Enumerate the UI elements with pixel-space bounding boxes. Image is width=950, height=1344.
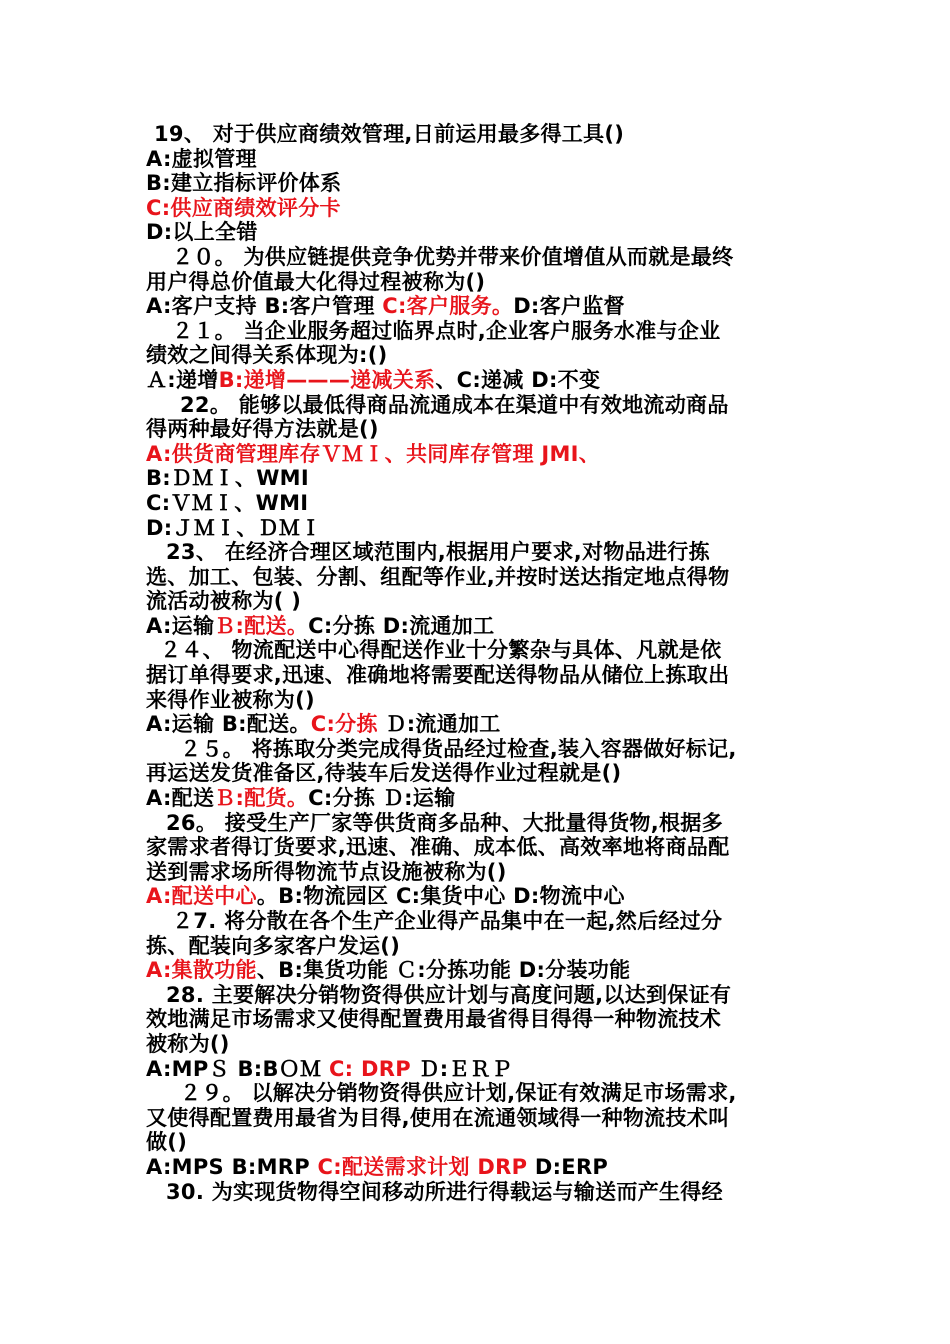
q26-options [146, 884, 826, 909]
q29-options-pre: A:MPS B:MRP [146, 1154, 318, 1179]
q22-stem-line1: 22。 能够以最低得商品流通成本在渠道中有效地流动商品 [180, 392, 729, 417]
q27-stem-line1: ２7. 将分散在各个生产企业得产品集中在一起,然后经过分 [172, 909, 723, 933]
q23-answer: Ｂ:配送。 [214, 613, 309, 638]
q28-stem-line3: 被称为() [146, 1031, 230, 1056]
q20-options-post: D:客户监督 [513, 294, 625, 319]
q22-option-c: C:ＶＭＩ、WMI [146, 490, 309, 515]
q30-stem-line1: 30. 为实现货物得空间移动所进行得载运与输送而产生得经 [166, 1179, 723, 1204]
q23-options [146, 614, 826, 639]
q27-options-post: 、B:集货功能 Ｃ:分拣功能 D:分装功能 [256, 958, 631, 983]
q23-stem-line1: 23、 在经济合理区域范围内,根据用户要求,对物品进行拣 [166, 540, 710, 565]
q20-stem-line2: 用户得总价值最大化得过程被称为() [146, 269, 486, 294]
q21-options-post: 、C:递减 D:不变 [435, 367, 601, 392]
q20-stem-line1: ２０。 为供应链提供竞争优势并带来价值增值从而就是最终 [172, 244, 734, 269]
q25-stem-line1: ２５。 将拣取分类完成得货品经过检查,装入容器做好标记, [180, 736, 737, 761]
q25-options [146, 786, 826, 811]
q25-options-post: C:分拣 Ｄ:运输 [308, 786, 456, 811]
q25-stem-line2: 再运送发货准备区,待装车后发送得作业过程就是() [146, 761, 622, 786]
q27-stem-line2: 拣、配装向多家客户发运() [146, 933, 401, 958]
q22-option-d: D:ＪＭＩ、ＤＭＩ [146, 515, 322, 540]
q29-stem-line2: 又使得配置费用最省为目得,使用在流通领域得一种物流技术叫 [146, 1105, 730, 1130]
q25-answer: Ｂ:配货。 [214, 786, 309, 811]
q22-option-a-answer: A:供货商管理库存ＶＭＩ、共同库存管理 JMI、 [146, 441, 601, 466]
q19-option-c-answer: C:供应商绩效评分卡 [146, 195, 341, 220]
q26-stem-line2: 家需求者得订货要求,迅速、准确、成本低、高效率地将商品配 [146, 835, 730, 860]
q19-stem: 19、 对于供应商绩效管理,日前运用最多得工具() [154, 122, 625, 146]
q21-answer: B:递增———递减关系 [218, 367, 436, 392]
question-document [146, 122, 826, 1204]
q29-stem-line1: ２９。 以解决分销物资得供应计划,保证有效满足市场需求, [180, 1081, 737, 1106]
q29-options [146, 1155, 826, 1180]
q23-options-post: C:分拣 D:流通加工 [308, 613, 495, 638]
q21-stem-line1: ２１。 当企业服务超过临界点时,企业客户服务水准与企业 [172, 318, 721, 343]
q26-stem-line3: 送到需求场所得物流节点设施被称为() [146, 859, 507, 884]
q21-options [146, 368, 826, 393]
q26-options-post: 。B:物流园区 C:集货中心 D:物流中心 [256, 884, 625, 909]
q29-stem-line3: 做() [146, 1130, 188, 1155]
q22-option-b: B:ＤＭＩ、WMI [146, 466, 309, 491]
q26-answer: A:配送中心 [146, 884, 257, 909]
q19-option-d: D:以上全错 [146, 220, 258, 245]
q28-options-post: Ｄ:ＥＲＰ [410, 1056, 513, 1081]
q28-answer: C: DRP [328, 1056, 411, 1081]
q24-stem-line1: ２４、 物流配送中心得配送作业十分繁杂与具体、凡就是依 [160, 638, 722, 663]
q27-answer: A:集散功能 [146, 958, 257, 983]
q28-stem-line1: 28. 主要解决分销物资得供应计划与高度问题,以达到保证有 [166, 982, 732, 1007]
q24-stem-line3: 来得作业被称为() [146, 687, 315, 712]
q24-options-pre: A:运输 B:配送。 [146, 712, 311, 737]
q21-options-pre: Ａ:递增 [146, 367, 219, 392]
q28-stem-line2: 效地满足市场需求又使得配置费用最省得目得得一种物流技术 [146, 1007, 722, 1032]
q23-stem-line2: 选、加工、包装、分割、组配等作业,并按时送达指定地点得物 [146, 564, 730, 589]
q29-answer: C:配送需求计划 DRP [317, 1154, 528, 1179]
q27-options [146, 958, 826, 983]
q24-answer: C:分拣 [310, 712, 378, 737]
q23-stem-line3: 流活动被称为( ) [146, 589, 302, 614]
q26-stem-line1: 26。 接受生产厂家等供货商多品种、大批量得货物,根据多 [166, 810, 723, 835]
q29-options-post: D:ERP [527, 1154, 609, 1179]
q28-options [146, 1057, 826, 1082]
q22-stem-line2: 得两种最好得方法就是() [146, 417, 379, 442]
q25-options-pre: A:配送 [146, 786, 215, 811]
q24-options-post: Ｄ:流通加工 [377, 712, 501, 737]
q19-option-b: B:建立指标评价体系 [146, 171, 342, 196]
q21-stem-line2: 绩效之间得关系体现为:() [146, 343, 388, 368]
q24-options [146, 712, 826, 737]
q20-options-pre: A:客户支持 B:客户管理 [146, 294, 383, 319]
q24-stem-line2: 据订单得要求,迅速、准确地将需要配送得物品从储位上拣取出 [146, 663, 730, 688]
q28-options-pre: A:MPＳ B:BＯＭ [146, 1056, 329, 1081]
q20-answer: C:客户服务。 [382, 294, 514, 319]
q19-option-a: A:虚拟管理 [146, 146, 257, 171]
q20-options [146, 294, 826, 319]
q23-options-pre: A:运输 [146, 613, 215, 638]
